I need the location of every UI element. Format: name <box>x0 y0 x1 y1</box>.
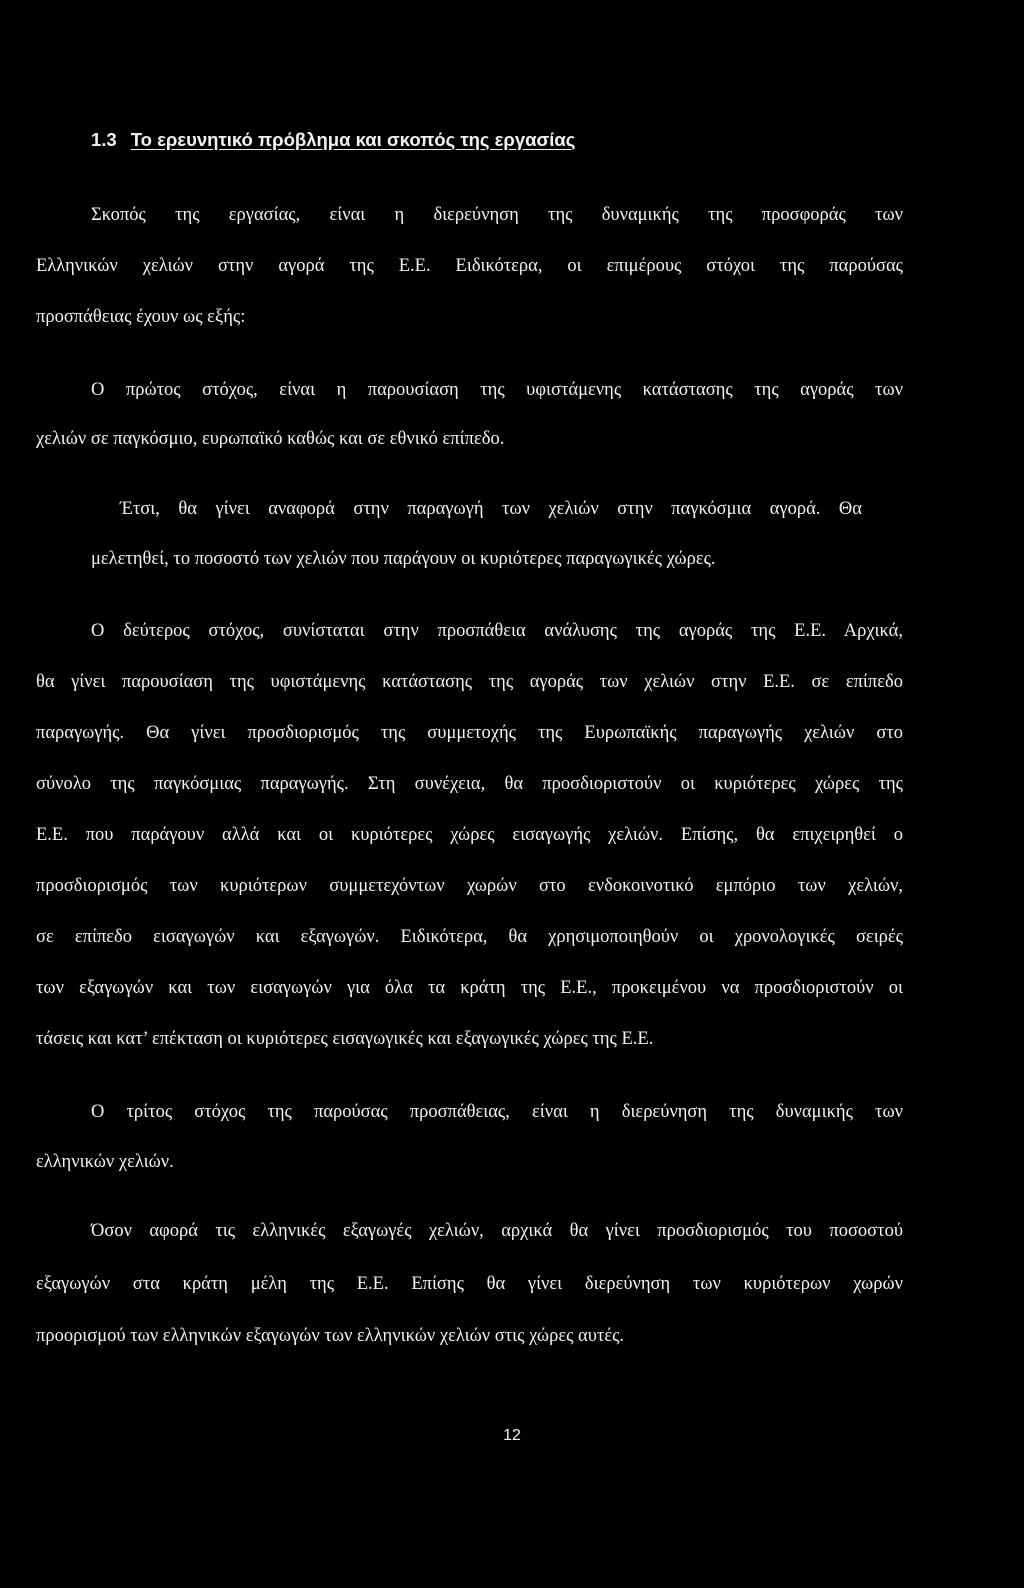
text-line: των εξαγωγών και των εισαγωγών για όλα τα κράτη της Ε.Ε., προκειμένου να προσδιοριστούν οι <box>36 978 903 998</box>
text-line: Όσον αφορά τις ελληνικές εξαγωγές χελιών, αρχικά θα γίνει προσδιορισμός του ποσοστού <box>91 1221 903 1241</box>
text-line: σε επίπεδο εισαγωγών και εξαγωγών. Ειδικότερα, θα χρησιμοποιηθούν οι χρονολογικές σειρές <box>36 927 903 947</box>
text-line: μελετηθεί, το ποσοστό των χελιών που παράγουν οι κυριότερες παραγωγικές χώρες. <box>91 549 716 569</box>
text-line: Ελληνικών χελιών στην αγορά της Ε.Ε. Ειδικότερα, οι επιμέρους στόχοι της παρούσας <box>36 256 903 276</box>
section-number: 1.3 <box>91 129 117 150</box>
text-line: σύνολο της παγκόσμιας παραγωγής. Στη συνέχεια, θα προσδιοριστούν οι κυριότερες χώρες της <box>36 774 903 794</box>
text-line: εξαγωγών στα κράτη μέλη της Ε.Ε. Επίσης θα γίνει διερεύνηση των κυριότερων χωρών <box>36 1274 903 1294</box>
page-number: 12 <box>503 1427 521 1444</box>
text-line: παραγωγής. Θα γίνει προσδιορισμός της συμμετοχής της Ευρωπαϊκής παραγωγής χελιών στο <box>36 723 903 743</box>
text-line: θα γίνει παρουσίαση της υφιστάμενης κατάστασης της αγοράς των χελιών στην Ε.Ε. σε επίπεδο <box>36 672 903 692</box>
section-heading <box>91 128 575 152</box>
text-line: προσδιορισμός των κυριότερων συμμετεχόντων χωρών στο ενδοκοινοτικό εμπόριο των χελιών, <box>36 876 903 896</box>
text-line: Ο δεύτερος στόχος, συνίσταται στην προσπάθεια ανάλυσης της αγοράς της Ε.Ε. Αρχικά, <box>91 621 903 641</box>
text-line: προσπάθειας έχουν ως εξής: <box>36 307 246 327</box>
text-line: Ο τρίτος στόχος της παρούσας προσπάθειας, είναι η διερεύνηση της δυναμικής των <box>91 1102 903 1122</box>
text-line: ελληνικών χελιών. <box>36 1152 174 1172</box>
text-line: χελιών σε παγκόσμιο, ευρωπαϊκό καθώς και σε εθνικό επίπεδο. <box>36 429 505 449</box>
text-line: Ε.Ε. που παράγουν αλλά και οι κυριότερες χώρες εισαγωγής χελιών. Επίσης, θα επιχειρηθεί ο <box>36 825 903 845</box>
text-line: τάσεις και κατ’ επέκταση οι κυριότερες εισαγωγικές και εξαγωγικές χώρες της Ε.Ε. <box>36 1029 654 1049</box>
text-line: Σκοπός της εργασίας, είναι η διερεύνηση της δυναμικής της προσφοράς των <box>91 205 903 225</box>
text-line: Έτσι, θα γίνει αναφορά στην παραγωγή των χελιών στην παγκόσμια αγορά. Θα <box>120 499 862 519</box>
text-line: προορισμού των ελληνικών εξαγωγών των ελληνικών χελιών στις χώρες αυτές. <box>36 1326 625 1346</box>
section-title: Το ερευνητικό πρόβλημα και σκοπός της εργασίας <box>130 129 576 150</box>
text-line: Ο πρώτος στόχος, είναι η παρουσίαση της υφιστάμενης κατάστασης της αγοράς των <box>91 380 903 400</box>
